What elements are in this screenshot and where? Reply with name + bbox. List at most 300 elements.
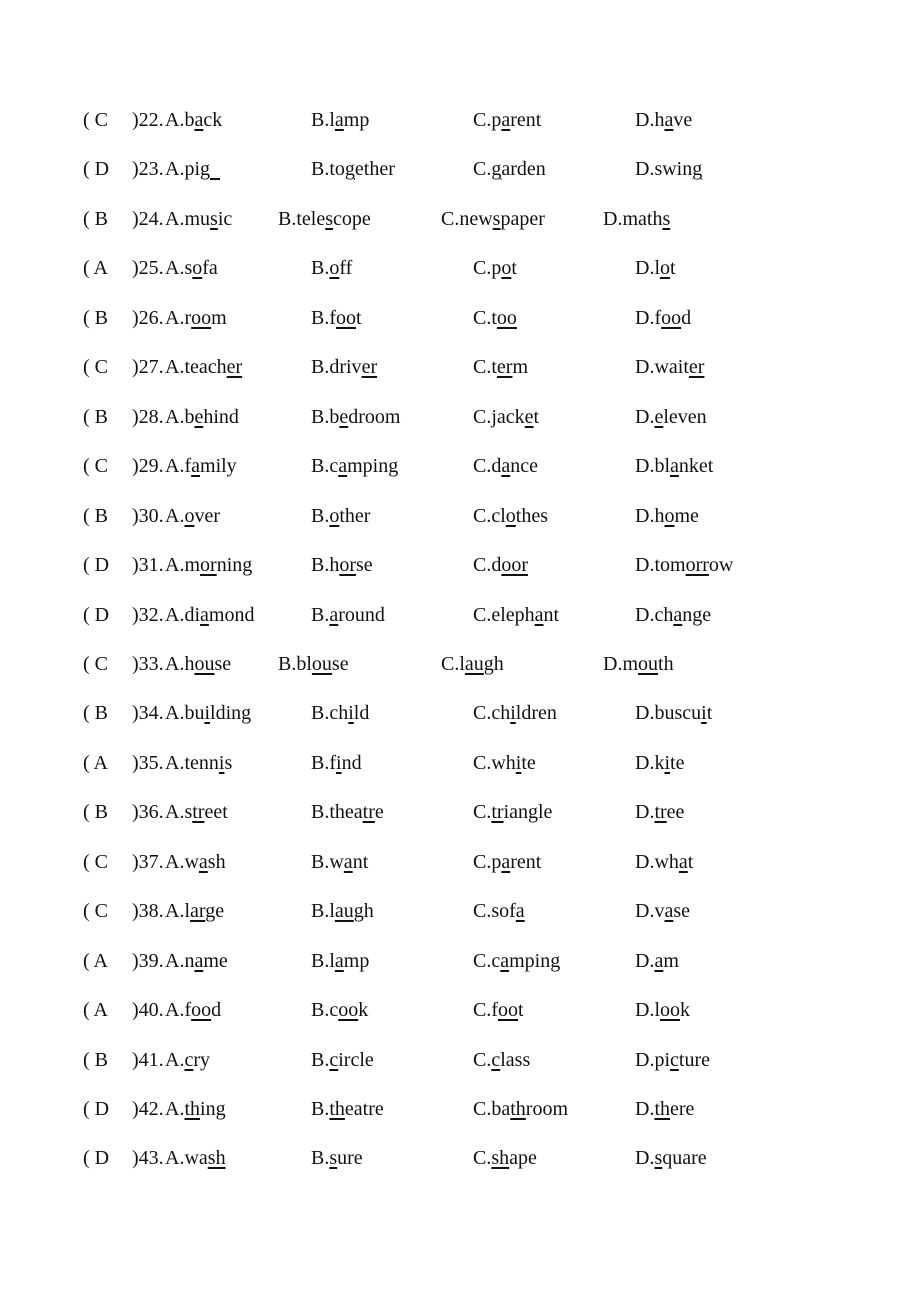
option-b [278, 204, 371, 234]
option-b [311, 896, 374, 926]
option-b [311, 352, 377, 382]
underlined-letters: oo [191, 999, 212, 1022]
option-letter: A [165, 652, 180, 675]
option-separator: . [179, 801, 185, 824]
option-separator: . [486, 504, 492, 527]
underlined-letters: a [501, 850, 511, 873]
option-separator: . [649, 999, 655, 1022]
option-a [165, 303, 227, 333]
question-number: )28. [132, 405, 164, 428]
option-separator: . [649, 751, 655, 774]
option-letter: B [311, 405, 325, 428]
word-suffix: ve [673, 109, 693, 131]
word-suffix: se [214, 652, 232, 675]
underlined-letters: or [339, 554, 357, 577]
word-prefix: math [622, 207, 663, 230]
option-separator: . [649, 801, 655, 824]
option-separator: . [179, 652, 185, 675]
option-a [165, 402, 239, 432]
option-separator: . [649, 356, 655, 379]
option-letter: B [311, 801, 325, 824]
underlined-letters: c [184, 1048, 194, 1071]
answer-mark: ( C [83, 850, 108, 873]
option-c [473, 550, 528, 580]
word-suffix: nge [682, 603, 712, 626]
option-separator: . [324, 1048, 330, 1071]
option-letter: A [165, 306, 180, 329]
option-c [473, 995, 524, 1025]
option-d [635, 847, 693, 877]
option-separator: . [486, 554, 492, 577]
underlined-letters: e [339, 405, 349, 428]
option-letter: D [603, 207, 618, 230]
option-separator: . [324, 1147, 330, 1170]
word-prefix: bu [184, 702, 205, 725]
underlined-letters: a [670, 455, 679, 478]
option-separator: . [291, 207, 297, 230]
option-separator: . [324, 158, 330, 181]
question-row [0, 995, 920, 1025]
underlined-letters: a [515, 900, 525, 923]
word-suffix: mp [343, 109, 370, 131]
underlined-letters: i [204, 702, 211, 725]
option-letter: C [473, 850, 487, 873]
underlined-letters: er [361, 356, 378, 379]
option-letter: A [165, 801, 180, 824]
option-letter: D [635, 306, 650, 329]
underlined-letters: g [491, 158, 502, 181]
option-d [635, 105, 692, 135]
word-suffix: m [512, 356, 529, 379]
option-letter: C [473, 801, 487, 824]
option-separator: . [649, 603, 655, 626]
option-separator: . [179, 158, 185, 181]
answer-mark: ( B [83, 207, 108, 230]
underlined-letters: s [325, 207, 334, 230]
option-separator: . [179, 1048, 185, 1071]
answer-mark: ( B [83, 1048, 108, 1071]
question-row [0, 1045, 920, 1075]
option-letter: C [473, 702, 487, 725]
underlined-letters: o [192, 257, 203, 280]
word-prefix: w [329, 850, 344, 873]
question-row [0, 303, 920, 333]
word-suffix: se [356, 554, 373, 577]
question-number: )34. [132, 702, 164, 725]
word-suffix: eet [204, 801, 228, 824]
option-separator: . [179, 356, 185, 379]
word-suffix: t [706, 702, 713, 725]
word-suffix: ther [339, 504, 371, 527]
answer-mark: ( B [83, 702, 108, 725]
word-prefix: tenn [184, 751, 219, 774]
underlined-letters: o [501, 257, 512, 280]
question-row [0, 698, 920, 728]
option-b [311, 797, 384, 827]
word-suffix: gh [353, 900, 374, 923]
option-letter: A [165, 207, 180, 230]
word-suffix: me [674, 504, 699, 527]
option-separator: . [324, 306, 330, 329]
word-prefix: k [654, 751, 665, 774]
word-suffix: mond [208, 603, 255, 626]
option-b [311, 402, 400, 432]
option-b [311, 748, 362, 778]
underlined-letters: i [336, 751, 342, 774]
underlined-letters: o [505, 504, 516, 527]
word-suffix: me [203, 949, 228, 972]
option-letter: C [473, 949, 487, 972]
answer-mark: ( C [83, 356, 108, 379]
option-separator: . [649, 1048, 655, 1071]
option-separator: . [179, 603, 185, 626]
underlined-letters: a [654, 949, 664, 972]
option-separator: . [649, 554, 655, 577]
option-letter: B [311, 554, 325, 577]
underlined-letters: tr [654, 801, 667, 824]
underlined-letters: th [510, 1098, 526, 1120]
option-letter: B [311, 850, 325, 873]
option-b [311, 253, 352, 283]
option-letter: D [635, 751, 650, 774]
option-c [473, 451, 538, 481]
option-separator: . [486, 306, 492, 329]
option-letter: D [635, 455, 650, 478]
option-d [635, 451, 713, 481]
word-suffix: mping [509, 949, 561, 972]
option-separator: . [486, 1098, 492, 1120]
word-suffix: ture [678, 1048, 710, 1071]
option-separator: . [179, 306, 185, 329]
option-letter: C [473, 999, 487, 1022]
option-d [635, 154, 702, 184]
option-letter: D [635, 1147, 650, 1170]
answer-mark: ( D [83, 1147, 110, 1170]
word-suffix: d [211, 999, 222, 1022]
answer-mark: ( B [83, 801, 108, 824]
answer-mark: ( A [83, 999, 108, 1022]
option-letter: D [635, 1048, 650, 1071]
answer-mark: ( B [83, 405, 108, 428]
option-letter: A [165, 999, 180, 1022]
option-letter: B [311, 1147, 325, 1170]
underlined-letters: a [329, 603, 339, 626]
option-letter: C [473, 257, 487, 280]
word-suffix: paper [500, 207, 545, 230]
underlined-letters: g [344, 158, 355, 181]
option-letter: D [635, 554, 650, 577]
option-separator: . [454, 652, 460, 675]
option-separator: . [324, 455, 330, 478]
word-suffix: t [356, 306, 362, 329]
underlined-letters: a [664, 109, 674, 131]
word-prefix: c [491, 949, 501, 972]
question-row [0, 105, 920, 135]
option-separator: . [486, 900, 492, 923]
underlined-letters: s [210, 207, 218, 230]
underlined-letters: c [491, 1048, 501, 1071]
word-suffix: nket [678, 455, 714, 478]
question-row [0, 352, 920, 382]
word-suffix: t [687, 850, 694, 873]
option-letter: C [473, 405, 487, 428]
option-d [635, 896, 690, 926]
word-prefix: buscu [654, 702, 702, 725]
word-suffix: mily [200, 455, 237, 478]
option-letter: A [165, 1147, 180, 1170]
underlined-letters: th [329, 1098, 345, 1120]
option-d [635, 303, 691, 333]
underlined-letters: a [200, 603, 209, 626]
option-separator: . [617, 207, 623, 230]
word-suffix: e [374, 801, 384, 824]
option-separator: . [486, 751, 492, 774]
word-prefix: s [184, 257, 193, 280]
answer-mark: ( C [83, 455, 108, 478]
answer-mark: ( A [83, 949, 108, 972]
option-separator: . [486, 1048, 492, 1071]
option-letter: D [635, 1098, 650, 1120]
answer-mark: ( B [83, 504, 108, 527]
word-suffix: k [358, 999, 369, 1022]
underlined-letters: a [334, 949, 344, 972]
option-d [635, 352, 704, 382]
word-suffix: round [338, 603, 385, 626]
option-separator: . [324, 554, 330, 577]
word-prefix: w [184, 850, 199, 873]
answer-mark: ( A [83, 257, 108, 280]
word-prefix: f [329, 306, 337, 329]
word-suffix: ic [217, 207, 233, 230]
option-separator: . [179, 702, 185, 725]
word-suffix: ing [200, 1098, 226, 1120]
word-prefix: l [654, 999, 661, 1022]
option-separator: . [324, 257, 330, 280]
option-c [473, 501, 548, 531]
option-separator: . [486, 356, 492, 379]
word-prefix: wait [654, 356, 689, 379]
option-separator: . [486, 801, 492, 824]
underlined-letters: sh [207, 1147, 226, 1170]
option-d [635, 501, 699, 531]
option-a [165, 105, 222, 135]
word-prefix: s [184, 801, 193, 824]
option-letter: C [473, 1147, 487, 1170]
option-letter: B [311, 603, 325, 626]
option-letter: D [603, 652, 618, 675]
underlined-letters: oo [496, 306, 517, 329]
underlined-letters: s [654, 1147, 663, 1170]
underlined-letters: ar [190, 900, 206, 923]
option-a [165, 1143, 226, 1173]
question-number: )30. [132, 504, 164, 527]
underlined-letters: o [660, 257, 671, 280]
underlined-letters: s [329, 1147, 338, 1170]
option-d [603, 204, 670, 234]
underlined-letters: g [692, 158, 703, 181]
option-d [635, 995, 690, 1025]
underlined-letters: e [194, 405, 204, 428]
word-prefix: l [329, 109, 335, 131]
answer-mark: ( C [83, 900, 108, 923]
option-separator: . [649, 850, 655, 873]
option-b [311, 995, 368, 1025]
word-prefix: b [184, 109, 195, 131]
option-letter: C [473, 900, 487, 923]
underlined-letters: o [184, 504, 195, 527]
option-letter: D [635, 603, 650, 626]
option-d [635, 253, 676, 283]
option-a [165, 451, 237, 481]
question-row [0, 847, 920, 877]
word-prefix: to [329, 158, 345, 181]
word-prefix: di [184, 603, 201, 626]
option-letter: B [311, 356, 325, 379]
word-suffix: lass [500, 1048, 531, 1071]
word-suffix: ld [353, 702, 370, 725]
underlined-letters: ou [311, 652, 332, 675]
option-separator: . [324, 751, 330, 774]
word-suffix: k [680, 999, 691, 1022]
underlined-letters: a [673, 603, 683, 626]
option-separator: . [179, 900, 185, 923]
question-row [0, 550, 920, 580]
question-number: )37. [132, 850, 164, 873]
option-letter: C [473, 603, 487, 626]
option-separator: . [179, 751, 185, 774]
option-c [441, 649, 504, 679]
option-d [635, 1094, 694, 1124]
option-a [165, 154, 220, 184]
word-prefix: teach [184, 356, 227, 379]
question-row [0, 748, 920, 778]
word-suffix: t [670, 257, 676, 280]
option-letter: B [278, 207, 292, 230]
underlined-letters: i [218, 751, 225, 774]
option-letter: C [473, 306, 487, 329]
underlined-letters: a [191, 455, 201, 478]
option-separator: . [486, 158, 492, 181]
option-letter: B [311, 949, 325, 972]
underlined-letters: tr [491, 801, 504, 824]
word-prefix: h [654, 109, 665, 131]
word-prefix: sof [491, 900, 516, 923]
word-prefix: d [491, 455, 502, 478]
underlined-letters: or [200, 554, 217, 577]
underlined-letters: th [184, 1098, 201, 1120]
option-c [473, 303, 517, 333]
word-suffix: lding [210, 702, 252, 725]
option-separator: . [324, 1098, 330, 1120]
option-separator: . [324, 603, 330, 626]
word-suffix: ure [337, 1147, 363, 1170]
word-suffix: thes [515, 504, 548, 527]
option-separator: . [179, 405, 185, 428]
question-row [0, 501, 920, 531]
question-number: )40. [132, 999, 164, 1022]
option-letter: A [165, 554, 180, 577]
word-suffix: mp [343, 949, 370, 972]
question-row [0, 451, 920, 481]
question-number: )27. [132, 356, 164, 379]
question-row [0, 154, 920, 184]
option-c [473, 797, 552, 827]
option-letter: B [311, 999, 325, 1022]
option-separator: . [179, 257, 185, 280]
option-d [635, 748, 684, 778]
option-c [473, 847, 541, 877]
word-prefix: new [459, 207, 493, 230]
word-suffix: ning [216, 554, 253, 577]
underlined-letters: s [662, 207, 671, 230]
option-separator: . [649, 1098, 655, 1120]
option-letter: A [165, 356, 180, 379]
word-prefix: d [491, 554, 502, 577]
option-separator: . [649, 900, 655, 923]
word-suffix: ow [708, 554, 734, 577]
underlined-letters: i [348, 702, 354, 725]
option-a [165, 649, 231, 679]
option-letter: A [165, 1098, 180, 1120]
option-a [165, 204, 232, 234]
option-letter: B [311, 751, 325, 774]
option-a [165, 550, 252, 580]
word-prefix: b [184, 405, 195, 428]
question-number: )39. [132, 949, 164, 972]
option-c [441, 204, 545, 234]
underlined-letters: a [338, 455, 348, 478]
option-letter: B [311, 257, 325, 280]
underlined-letters: c [329, 1048, 339, 1071]
word-prefix: f [329, 751, 337, 774]
option-separator: . [179, 1098, 185, 1120]
option-a [165, 698, 251, 728]
option-letter: A [165, 158, 180, 181]
underlined-letters [210, 158, 220, 180]
word-suffix: t [533, 405, 540, 428]
option-letter: D [635, 109, 650, 131]
option-letter: C [441, 652, 455, 675]
option-separator: . [324, 109, 330, 131]
word-prefix: eleph [491, 603, 535, 626]
option-letter: D [635, 356, 650, 379]
question-number: )29. [132, 455, 164, 478]
word-suffix: nd [341, 751, 362, 774]
underlined-letters: a [501, 455, 511, 478]
answer-mark: ( D [83, 554, 110, 577]
question-number: )41. [132, 1048, 164, 1071]
option-letter: D [635, 949, 650, 972]
option-separator: . [179, 850, 185, 873]
word-prefix: c [329, 999, 339, 1022]
word-prefix: jack [491, 405, 525, 428]
option-separator: . [179, 455, 185, 478]
option-separator: . [324, 405, 330, 428]
option-b [311, 501, 370, 531]
option-separator: . [649, 109, 655, 131]
option-letter: D [635, 850, 650, 873]
option-separator: . [649, 702, 655, 725]
word-suffix: iangle [503, 801, 553, 824]
word-suffix: fa [202, 257, 218, 280]
option-letter: B [311, 455, 325, 478]
option-a [165, 748, 232, 778]
option-letter: B [311, 702, 325, 725]
underlined-letters: a [500, 949, 510, 972]
word-suffix: quare [662, 1147, 707, 1170]
word-prefix: driv [329, 356, 362, 379]
option-separator: . [649, 455, 655, 478]
